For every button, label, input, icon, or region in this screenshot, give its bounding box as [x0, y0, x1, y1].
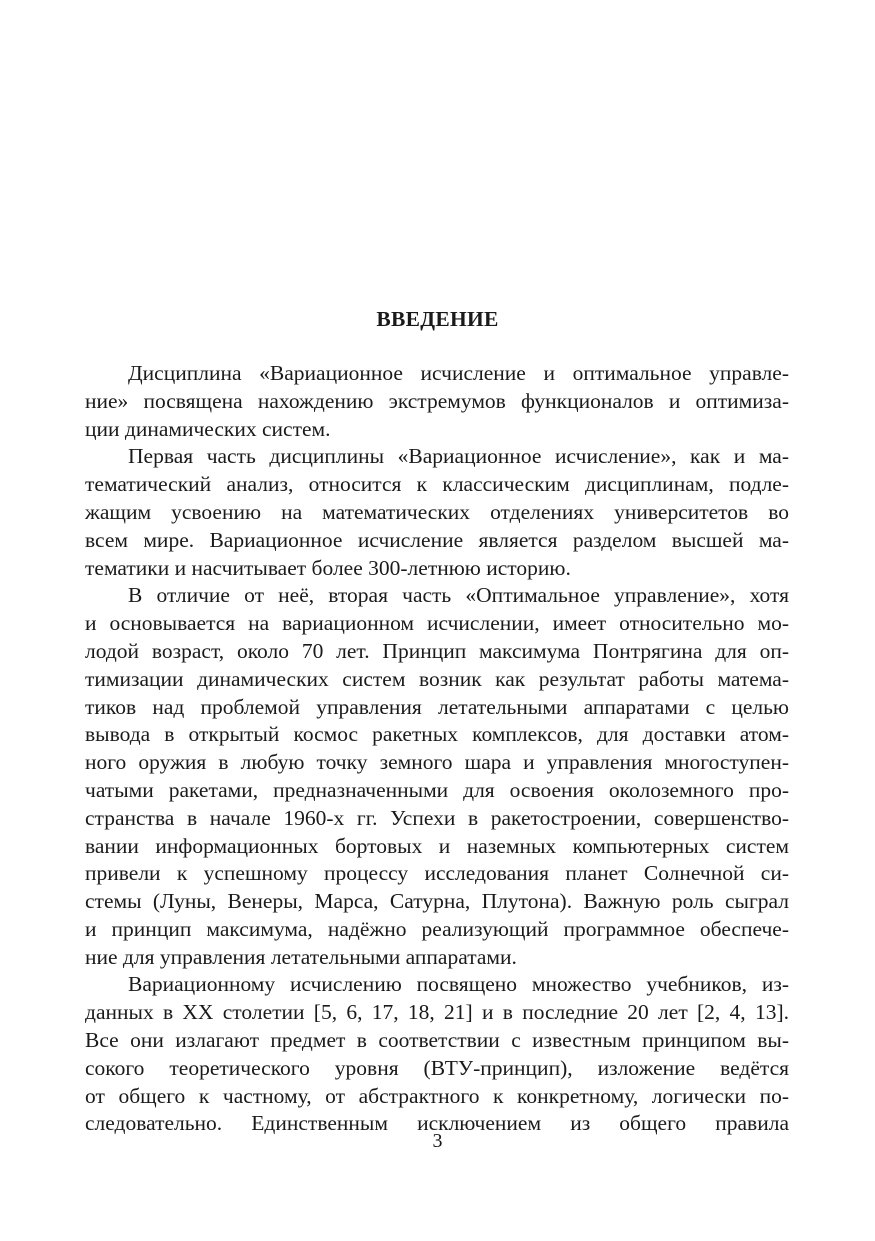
- text-line: жащим усвоению на математических отделениях университетов во: [85, 500, 789, 524]
- page-number: 3: [432, 1130, 443, 1152]
- text-line: Все они излагают предмет в соответствии с известным принципом вы-: [85, 1028, 789, 1052]
- text-line: лодой возраст, около 70 лет. Принцип максимума Понтрягина для оп-: [85, 639, 789, 663]
- text-line: странства в начале 1960-х гг. Успехи в ракетостроении, совершенство-: [85, 806, 789, 830]
- text-line: ние» посвящена нахождению экстремумов функционалов и оптимиза-: [85, 389, 789, 413]
- text-line: Вариационному исчислению посвящено множество учебников, из-: [128, 972, 789, 996]
- text-line: стемы (Луны, Венеры, Марса, Сатурна, Плутона). Важную роль сыграл: [85, 889, 789, 913]
- text-line: сокого теоретического уровня (ВТУ-принцип), изложение ведётся: [85, 1056, 789, 1080]
- text-line: от общего к частному, от абстрактного к конкретному, логически по-: [85, 1084, 789, 1108]
- text-line: и основывается на вариационном исчислении, имеет относительно мо-: [85, 611, 789, 635]
- text-line: тимизации динамических систем возник как результат работы матема-: [85, 667, 789, 691]
- text-line: Дисциплина «Вариационное исчисление и оптимальное управле-: [128, 361, 789, 385]
- text-line: всем мире. Вариационное исчисление является разделом высшей ма-: [85, 528, 789, 552]
- text-line: данных в XX столетии [5, 6, 17, 18, 21] и в последние 20 лет [2, 4, 13].: [85, 1000, 789, 1024]
- text-line: тематики и насчитывает более 300-летнюю историю.: [85, 556, 571, 580]
- text-line: чатыми ракетами, предназначенными для освоения околоземного про-: [85, 778, 789, 802]
- text-line: ного оружия в любую точку земного шара и управления многоступен-: [85, 750, 789, 774]
- text-line: Первая часть дисциплины «Вариационное исчисление», как и ма-: [128, 444, 789, 468]
- text-line: вывода в открытый космос ракетных комплексов, для доставки атом-: [85, 722, 789, 746]
- text-line: и принцип максимума, надёжно реализующий программное обеспече-: [85, 917, 789, 941]
- text-line: В отличие от неё, вторая часть «Оптимальное управление», хотя: [128, 583, 789, 607]
- text-line: ние для управления летательными аппаратами.: [85, 945, 517, 969]
- text-line: следовательно. Единственным исключением из общего правила: [85, 1111, 789, 1135]
- text-line: тематический анализ, относится к классическим дисциплинам, подле-: [85, 472, 789, 496]
- text-line: вании информационных бортовых и наземных компьютерных систем: [85, 834, 789, 858]
- text-line: ции динамических систем.: [85, 417, 331, 441]
- section-heading: ВВЕДЕНИЕ: [376, 307, 499, 331]
- text-line: привели к успешному процессу исследования планет Солнечной си-: [85, 861, 789, 885]
- text-line: тиков над проблемой управления летательными аппаратами с целью: [85, 695, 789, 719]
